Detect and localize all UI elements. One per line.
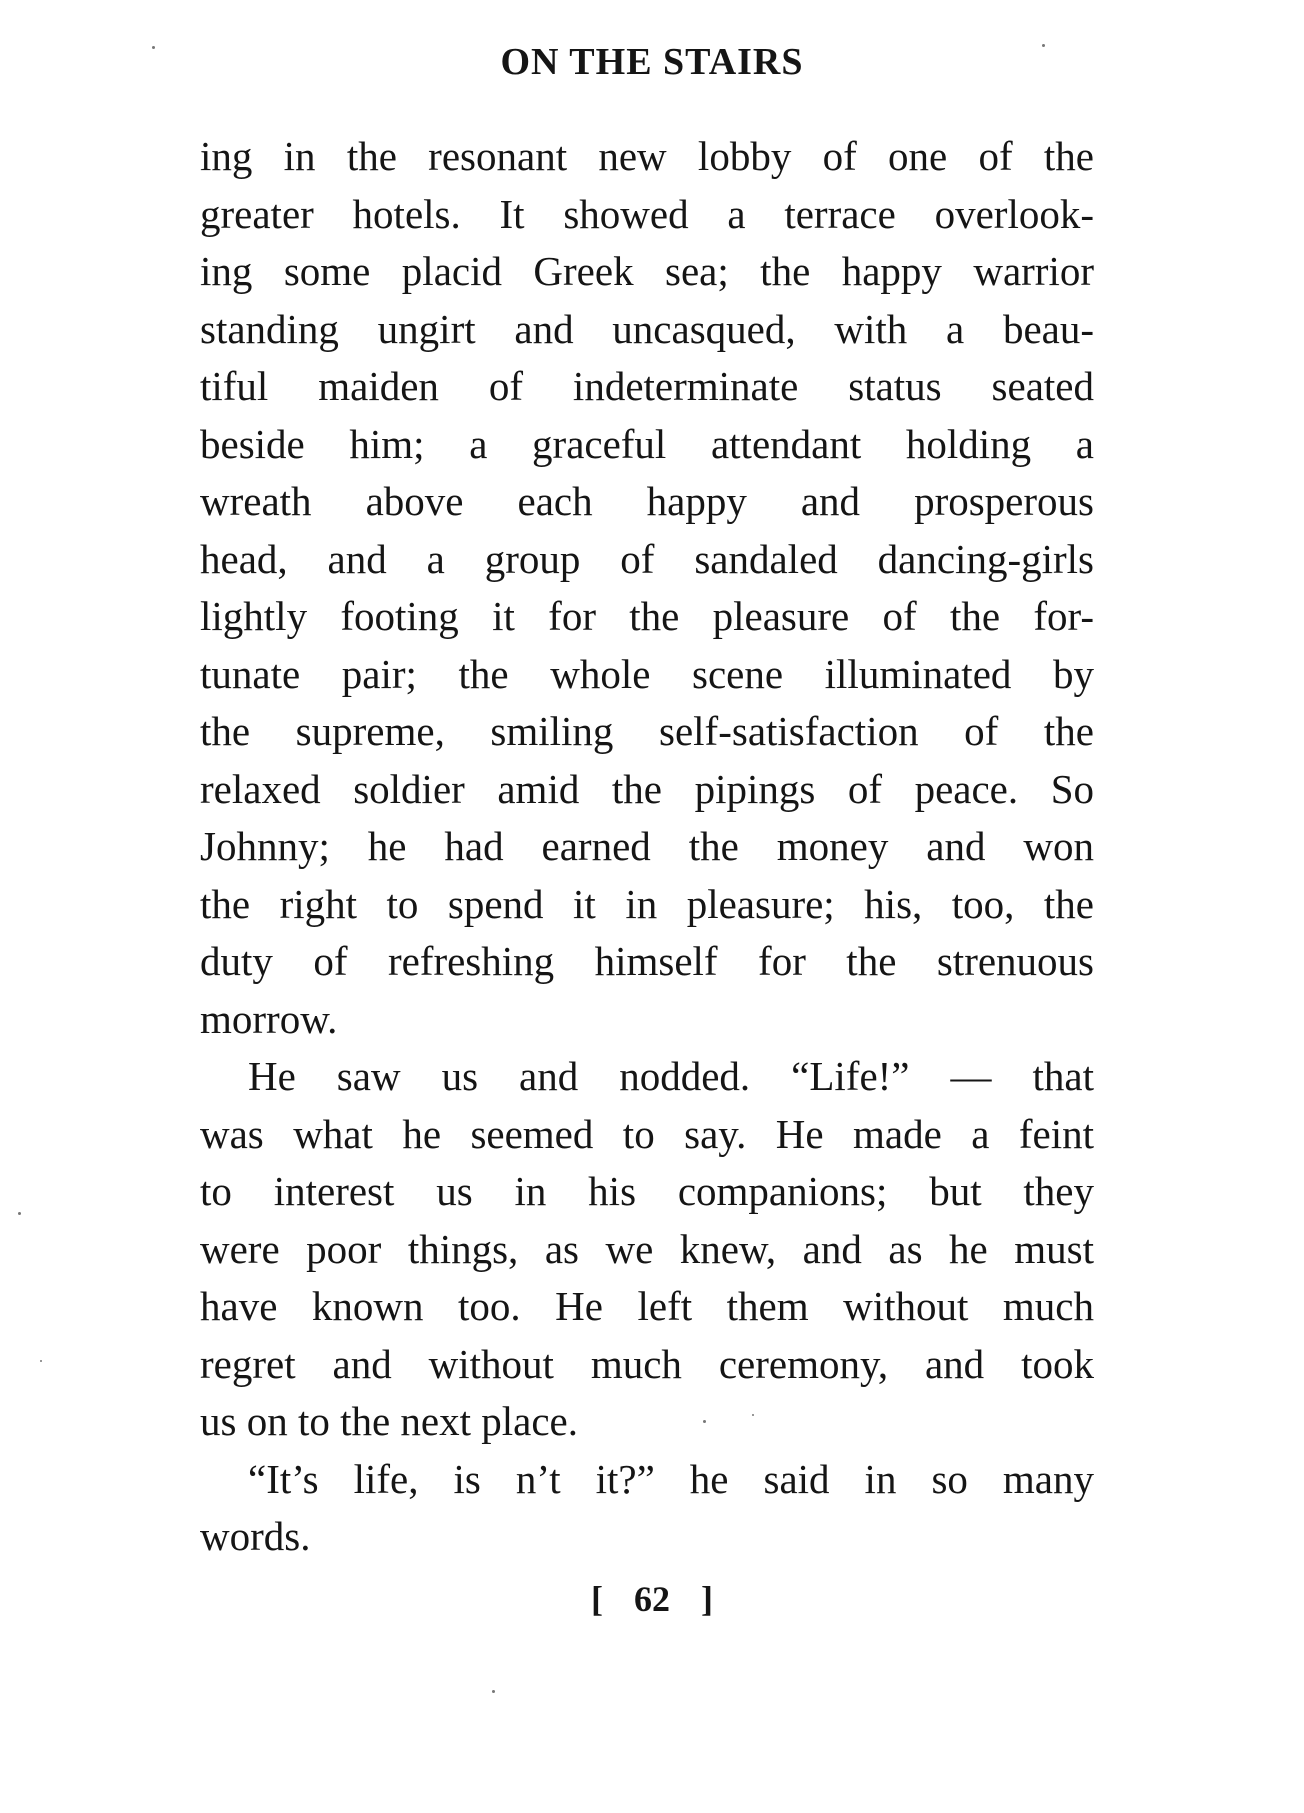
text-line: ing some placid Greek sea; the happy warrior	[200, 248, 1094, 294]
scan-speck	[752, 1414, 754, 1416]
text-line: head, and a group of sandaled dancing-girls	[200, 535, 1094, 582]
scan-speck	[492, 1690, 495, 1693]
text-line: wreath above each happy and prosperous	[200, 478, 1094, 524]
text-line: relaxed soldier amid the pipings of peace. So	[200, 765, 1094, 812]
page-number	[0, 1578, 1304, 1620]
text-line: the supreme, smiling self-satisfaction of the	[200, 708, 1094, 754]
scan-speck	[152, 46, 155, 49]
text-line: have known too. He left them without much	[200, 1283, 1094, 1329]
text-line: standing ungirt and uncasqued, with a beau-	[200, 305, 1094, 352]
text-line: words.	[200, 1513, 311, 1559]
running-title: ON THE STAIRS	[500, 41, 804, 83]
text-line: was what he seemed to say. He made a feint	[200, 1110, 1094, 1157]
text-line: tiful maiden of indeterminate status seated	[200, 363, 1094, 409]
scan-speck	[40, 1360, 42, 1362]
text-line: “It’s life, is n’t it?” he said in so many	[248, 1455, 1094, 1502]
text-line: tunate pair; the whole scene illuminated by	[200, 650, 1094, 697]
text-line: to interest us in his companions; but they	[200, 1168, 1094, 1214]
text-line: ing in the resonant new lobby of one of the	[200, 133, 1094, 179]
text-line: us on to the next place.	[200, 1398, 579, 1444]
text-line: Johnny; he had earned the money and won	[200, 823, 1094, 869]
page-number-value: 62	[634, 1579, 670, 1619]
text-line: the right to spend it in pleasure; his, too, the	[200, 880, 1094, 927]
text-line: lightly footing it for the pleasure of the for-	[200, 593, 1094, 639]
text-line: beside him; a graceful attendant holding a	[200, 420, 1094, 467]
text-line: were poor things, as we knew, and as he must	[200, 1225, 1094, 1272]
text-line: duty of refreshing himself for the strenuous	[200, 938, 1094, 984]
scan-speck	[1042, 44, 1045, 47]
scan-speck	[18, 1212, 21, 1215]
text-line: morrow.	[200, 995, 338, 1042]
body-text	[200, 128, 1094, 1566]
scan-speck	[703, 1420, 706, 1423]
text-line: regret and without much ceremony, and took	[200, 1340, 1094, 1387]
text-line: He saw us and nodded. “Life!” — that	[248, 1053, 1094, 1099]
open-bracket: [	[591, 1579, 603, 1619]
text-line: greater hotels. It showed a terrace overlook-	[200, 190, 1094, 237]
close-bracket: ]	[701, 1579, 713, 1619]
